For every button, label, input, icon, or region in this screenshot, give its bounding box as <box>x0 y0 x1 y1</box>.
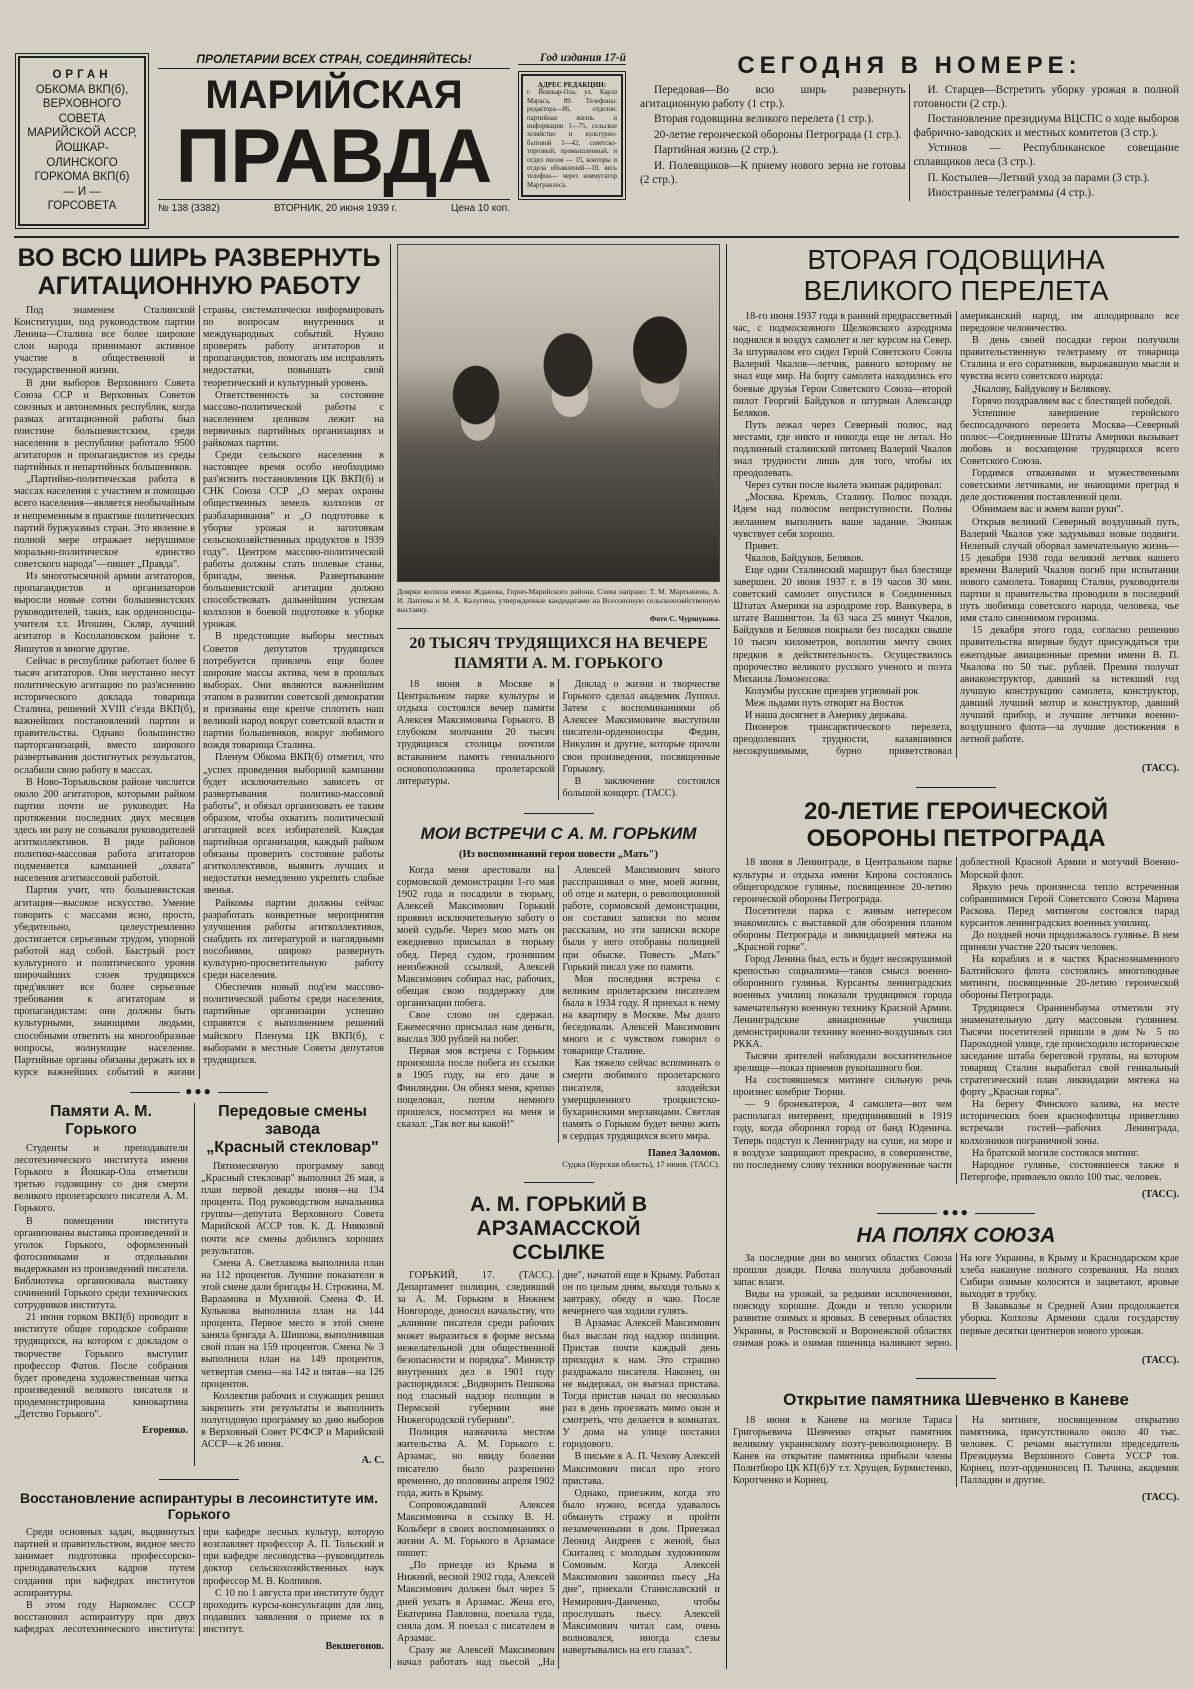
paragraph: Меж льдами путь отворят на Восток <box>745 697 904 709</box>
paragraph: Сопровождавший Алексея Максимовича в ссылку В. Н. Кольберг в своих воспоминаниях о жизни А. М. Горького в Арзамасе пишет: <box>397 1499 555 1560</box>
glassworks-article <box>194 1103 384 1466</box>
paragraph: Город Ленина был, есть и будет несокрушимой крепостью социализма—таков смысл военно-оборонного гулянья. Курсанты ленинградских военных училищ показали трудящимся города замечательную военную технику Красной Армии. Ленинградские авиационные училища демонстрировали технику военно-воздушных сил РККА. <box>733 954 952 1050</box>
lead-headline-line: АГИТАЦИОННУЮ РАБОТУ <box>37 271 361 300</box>
petrograd-signature: (ТАСС). <box>1141 1188 1179 1200</box>
photo-caption <box>397 587 720 623</box>
contents-item: Постановление президиума ВЦСПС о ходе выборов фабрично-заводских и местных комитетов (3 стр.). <box>913 113 1180 139</box>
paragraph: Гордимся отважными и мужественными советскими летчиками, не знающими преград в деле достижения поставленной цели. <box>960 468 1179 504</box>
dateline <box>158 199 510 214</box>
ornament-divider <box>14 1084 384 1098</box>
divider <box>397 628 720 629</box>
glassworks-signature: А. С. <box>361 1455 384 1467</box>
paragraph: 18 июня в Ленинграде, в Центральном парке культуры и отдыха имени Кирова состоялось общегородское гулянье, посвященное 20-летию героической обороны Петрограда. <box>733 857 952 905</box>
petrograd-body <box>733 857 1179 1184</box>
flight-headline-line: ВТОРАЯ ГОДОВЩИНА <box>807 243 1105 275</box>
shevchenko-headline: Открытие памятника Шевченко в Каневе <box>783 1389 1129 1409</box>
glassworks-headline <box>201 1103 384 1157</box>
paragraph: Партия учит, что большевистская агитация—высокое искусство. Умение говорить с массами ясно, просто, убедительно, целеустремленно достигается серьезным трудом, упорной работой над собой. Быстрый рост культурного и политического уровня широчайших слоев трудящихся пред'являет все более серьезные требования к агитаторам и пропагандистам: они должны быть культурными, знающими людьми, способными ответить на многообразные вопросы, волнующие население. Партийные органы обязаны держать их в курсе важнейших событий в жизни страны, систематически информировать по вопросам внутренних и международных событий. Нужно проверять работу агитаторов и пропагандистов, помогать им исправлять недостатки, повышать свой теоретический и культурный уровень. <box>14 304 384 1078</box>
left-section <box>14 244 390 1669</box>
paragraph: На берегу Финского залива, на месте исторических боев краснофлотцы приветливо встречали гостей—рабочих Ленинграда, колхозников пограничной зоны. <box>960 1099 1179 1147</box>
ornament-dots: ●●● <box>942 1204 970 1219</box>
lead-headline <box>14 244 384 300</box>
title-block <box>158 52 510 230</box>
year-of-publication: Год издания 17-й <box>518 52 626 65</box>
paragraph: Однако, приезжим, когда это было нужно, всегда удавалось обмануть стражу и пройти незамеченными в дом. Приезжал Леонид Андреев с женой, был Скиталец с молодым художником Сомовым. Когда Алексей Максимович закончил пьесу „На дне", приехали Станиславский и Немирович-Данченко, чтобы прослушать пьесу. Алексей Максимович читал сам, очень волновался, иногда слезы навертывались на его глазах". <box>562 1487 720 1656</box>
paragraph: В письме к А. П. Чехову Алексей Максимович писал про этого пристава. <box>562 1451 720 1487</box>
gorky-memory-article <box>14 1103 194 1466</box>
evening-headline-line: ПАМЯТИ А. М. ГОРЬКОГО <box>454 654 663 672</box>
lead-article-body <box>14 305 384 1079</box>
paragraph: На братской могиле состоялся митинг. <box>972 1147 1139 1159</box>
evening-headline <box>397 634 720 674</box>
paragraph: На кораблях и в частях Краснознаменного Балтийского флота состоялись многолюдные митинги, посвященные 20-летию героической обороны Петрограда. <box>960 954 1179 1002</box>
paragraph: 15 декабря этого года, согласно решению правительства впервые будут присуждаться три ежегодные авиационные премии имени В. П. Чкалова по 50 тыс. рублей. Премии получат авиаконструктор, давший за истекший год лучшую конструкцию самолета, конструктор, давший лучший мотор и конструктор, давший лучший прибор, и лучшие летчики военно-воздушного флота—за лучшие достижения в летной работе. <box>960 625 1179 746</box>
paragraph: Яркую речь произнесла тепло встреченная собравшимися Герой Советского Союза Марина Раскова. Перед митингом состоялся парад курсантов ленинградских военных училищ. <box>960 881 1179 929</box>
paragraph: Горячо поздравляем вас с блестящей победой. <box>972 395 1173 407</box>
arzamas-headline-line: А. М. ГОРЬКИЙ В АРЗАМАССКОЙ <box>469 1193 648 1241</box>
paragraph: Коллектив рабочих и служащих решил закрепить эти результаты и выполнить полугодовую программу ко дню выборов в Верховный Совет РСФСР и Марийской АССР—к 26 июня. <box>201 1390 384 1451</box>
paragraph: Как тяжело сейчас вспоминать о смерти любимого пролетарского писателя, злодейски умерщвленного троцкистско-бухаринскими мерзавцами. Светлая память о Горьком будет вечно жить в сердцах трудящихся всего мира. <box>562 1058 720 1142</box>
contents-item: Иностранные телеграммы (4 стр.). <box>927 187 1094 200</box>
paragraph: За последние дни во многих областях Союза прошли дожди. Почва получила добавочный запас влаги. <box>733 1252 952 1289</box>
short-news-row <box>14 1103 384 1466</box>
contents-item: И. Полевщиков—К приему нового зерна не готовы (2 стр.). <box>640 159 906 186</box>
issue-number: № 138 (3382) <box>158 203 220 214</box>
paragraph: В дни выборов Верховного Совета Союза ССР и Верховных Советов союзных и автономных республик, когда размах агитационной работы был поистине большевистским, среди населения в республике работало 9500 агитаторов и пропагандистов из среды партийных и непартийных большевиков. <box>14 377 195 474</box>
paragraph: Привет. <box>745 540 779 552</box>
paragraph: Моя последняя встреча с великим пролетарским писателем была в 1934 году. Я приехал к нему на квартиру в Москве. Мы долго беседовали. Алексей Максимович много и с чувством говорил о товарище Сталине. <box>562 973 720 1058</box>
contents-item: И. Старцев—Встретить уборку урожая в полной готовности (2 стр.). <box>913 84 1179 110</box>
paragraph: В помещении института организованы выставка произведений и уголок Горького, оформленный фотоснимками и отдельными выдержками из произведений писателя. Библиотека организовала выставку сочинений Горького среди технических сотрудников института. <box>14 1215 188 1312</box>
paragraph: 21 июня горком ВКП(б) проводит в институте общее городское собрание трудящихся, на котором с докладом о творчестве Горького выступит профессор Фатов. После собрания будет проведена художественная читка произведений великого писателя и продемонстрирована кинокартина „Детство Горького". <box>14 1312 188 1420</box>
paragraph: „По приезде из Крыма в Нижний, весной 1902 года, Алексей Максимович должен был через 5 дней уехать в Арзамас. Жена его, Екатерина Павловна, поехала туда, сняла дом. Я поехал с писателем в Арзамас. <box>397 1560 555 1644</box>
divider <box>733 779 1179 793</box>
fields-headline: НА ПОЛЯХ СОЮЗА <box>856 1223 1056 1247</box>
paragraph: Из многотысячной армии агитаторов, пропагандистов и организаторов выросли новые сотни большевистских руководителей, таких, как орденоносцы-учителя т.т. Игошин, Скляр, лучший агитатор в Косолаповском районе т. Яншутов и многие другие. <box>14 571 195 655</box>
gorky-memory-signature: Егоренко. <box>142 1425 188 1437</box>
paragraph: — 9 бронекатеров, 4 самолета—вот чем располагал интервент, предпринявший в 1919 году, когда оборонял город от банд Юденича. Теперь подступ к Ленинграду на суше, на море и в воздухе защищают прекрасно, в совершенстве, по последнему слову техники вооруженные части доблестной Красной Армии и могучий Военно-Морской флот. <box>733 857 1179 1171</box>
paragraph: „Партийно-политическая работа в массах населения с участием и помощью всего населения—является необычайным и непременным в практике политических партий буржуазных стран. Это явление в полной мере отражает нерушимое морально-политическое единство советского народа"—пишет „Правда". <box>14 474 195 570</box>
paragraph: Успешное завершение геройского беспосадочного перелета Москва—Северный полюс—Соединенные Штаты Америки вызывает любовь и восхищение трудящихся всего Советского Союза. <box>960 407 1179 468</box>
contents-item: Устинов — Республиканское совещание сплавщиков леса (3 стр.). <box>913 142 1179 168</box>
address-text: г. Йошкар-Ола, ул. Карла Маркса, 89. Телефоны: редактора—86, отделов: партийная жизнь и информации 1—75, сельское хозяйство и культурно-бытовой 1—42, советско-торговый, промышленный, и отдел писем — 15, конторы и отдела объявлений—10, весь телефон— через коммутатор Маргранлеса. <box>527 89 617 189</box>
paragraph: В день своей посадки герои получили правительственную телеграмму от товарища Сталина и его соратников, выражавшую мысли и чувства всего советского народа: <box>960 335 1179 383</box>
paragraph: Виды на урожай, за редкими исключениями, повсюду хорошие. Дожди и тепло ускорили развитие озимых и яровых. В северных областях Украины, в Ростовской и Воронежской областях озимая рожь и озимая пшеница наливают зерно. На юге Украины, в Крыму и Краснодарском крае хлеба накануне полного созревания. На полях Сибири озимые колосятся и зацветают, яровые выходят в трубку. <box>733 1252 1179 1349</box>
aspirantura-signature: Векшегонов. <box>325 1641 384 1653</box>
glassworks-headline-line: Передовые смены завода <box>218 1102 367 1138</box>
paragraph: В заключение состоялся большой концерт. (ТАСС). <box>562 775 720 799</box>
contents-item: Передовая—Во всю ширь развернуть агитационную работу (1 стр.). <box>640 84 906 110</box>
evening-headline-line: 20 ТЫСЯЧ ТРУДЯЩИХСЯ НА ВЕЧЕРЕ <box>409 634 708 652</box>
paragraph: Посетители парка с живым интересом знакомились с выставкой для обозрения планом обороны Петрограда и ликвидацией мятежа на „Красной горке". <box>733 905 952 954</box>
publisher-box <box>18 56 146 226</box>
paragraph: До поздней ночи продолжалось гулянье. В нем приняли участие 220 тысяч человек. <box>960 929 1179 954</box>
paragraph: Сразу же Алексей Максимович начал работать над пьесой „На дне", начатой еще в Крыму. Работал он по целым дням, выходя только к завтраку, обеду и чаю. После вечернего чая ходили гулять. <box>397 1270 720 1669</box>
newspaper-title-top: МАРИЙСКАЯ <box>205 73 463 117</box>
lead-headline-line: ВО ВСЮ ШИРЬ РАЗВЕРНУТЬ <box>17 243 381 272</box>
flight-headline-line: ВЕЛИКОГО ПЕРЕЛЕТА <box>803 274 1109 306</box>
publisher-line: СОВЕТА <box>58 112 106 125</box>
paragraph: Смена А. Светлакова выполнила план на 112 процентов. Лучшие показатели в этой смене дали бригады Н. Строкина, М. Варламова и Мухиной. Смена Ф. И. Кулькова выполнила план на 144 процента. Первое место в этой смене заняла бригада А. Шишова, выполнившая свой план на 159 процентов. Смена № 3 выполнила план на 149 процентов, четвертая смена—на 142 и пятая—на 126 процентов. <box>201 1257 384 1390</box>
paragraph: Студенты и преподаватели лесотехнического института имени Горького в Йошкар-Ола отметили третью годовщину со дня смерти великого пролетарского писателя А. М. Горького. <box>14 1142 188 1215</box>
flight-headline <box>733 244 1179 306</box>
meetings-signature <box>397 1148 720 1169</box>
meetings-headline: МОИ ВСТРЕЧИ С А. М. ГОРЬКИМ <box>420 823 697 843</box>
paragraph: Свое слово он сдержал. Ежемесячно присылал нам деньги, выслал 300 рублей на побег. <box>397 1010 555 1046</box>
petrograd-headline <box>733 798 1179 852</box>
address-title: АДРЕС РЕДАКЦИИ: <box>537 81 607 89</box>
gorky-memory-headline: Памяти А. М. Горького <box>50 1102 152 1138</box>
shevchenko-signature: (ТАСС). <box>1141 1492 1179 1504</box>
contents-item: Партийная жизнь (2 стр.). <box>654 144 779 157</box>
publisher-line: ЙОШКАР-ОЛИНСКОГО <box>46 141 118 169</box>
paragraph: В Ново-Торъяльском районе числится около 200 агитаторов, которыми райком партии почти не руководит. На протяжении последних двух месяцев здесь ни разу не созывали руководителей агитколлективов. В ряде районов политико-массовая работа агитаторов подменяется кампанией „охвата" населения агитмассовой работой. <box>14 776 195 885</box>
aspirantura-body <box>14 1527 384 1636</box>
masthead-rule <box>14 236 1179 238</box>
paragraph: На состоявшемся митинге сильную речь произнес комбриг Тюрин. <box>733 1075 952 1099</box>
middle-section <box>390 244 726 1669</box>
paragraph: Алексей Максимович много расспрашивал о мне, моей жизни, об отце и матери, о революционной работе, сормовской демонстрации, он составил записки по моим рассказам, но эти записки вскоре были у него отобраны полицией при обыске. Повесть „Мать" Горький писал уже по памяти. <box>562 864 720 973</box>
arzamas-body <box>397 1270 720 1669</box>
price: Цена 10 коп. <box>451 203 510 214</box>
photo-milkmaids <box>397 244 720 582</box>
paragraph: „Чкалову, Байдукову и Белякову. <box>972 383 1111 395</box>
paragraph: Пленум Обкома ВКП(б) отметил, что „успех проведения выборной кампании будет исключительно зависеть от развертывания политико-массовой работы", и обязал организовать ее таким образом, чтобы охватить политической агитацией всех избирателей. Каждая партийная организация, каждый райком обязаны проверить состояние работы агитколлективов, выявить лучших и недостатки немедленно укрепить слабые звенья. <box>203 752 384 897</box>
paragraph: Чкалов, Байдуков, Беляков. <box>745 552 864 564</box>
paragraph: 18-го июня 1937 года в ранний предрассветный час, с подмосковного Щелковского аэродрома поднялся в воздух самолет и лег курсом на Север. За штурвалом его сидел Герой Советского Союза Валерий Чкалов—летчик, равного которому не знал еще мир. На борту самолета находились его боевые друзья Герои Советского Союза—второй пилот Георгий Байдуков и штурман Александр Беляков. <box>733 310 952 419</box>
arzamas-headline-line: ССЫЛКЕ <box>512 1241 605 1265</box>
divider <box>397 1174 720 1188</box>
paragraph: В Арзамас Алексей Максимович был выслан под надзор полиции. Пристав почти каждый день приходил к нам. Это страшно раздражало писателя. Наконец, он не выдержал, он выгнал пристава. Тогда пристав начал по несколько раз в день проезжать мимо окон и смотреть, что делается в комнатах. У дома на улице поставил городового. <box>562 1318 720 1451</box>
evening-body <box>397 679 720 800</box>
paragraph: ГОРЬКИЙ, 17. (ТАСС). Департамент полиции, следивший за А. М. Горьким в Нижнем Новгороде, доносил начальству, что „влияние писателя среди рабочих может выразиться в форме весьма нежелательной для общественной безопасности и порядка". Министр внутренних дел в 1901 году распорядился: „Водворить Пешкова под гласный надзор полиции в Пермской губернии вне Нижегородской губернии". <box>397 1270 555 1427</box>
meetings-subheadline: (Из воспоминаний героя повести „Мать") <box>458 848 659 860</box>
fields-body <box>733 1253 1179 1350</box>
contents-list <box>640 84 1179 201</box>
divider <box>14 1471 384 1485</box>
paragraph: Пионеров трансарктического перелета, преодолевших трудности, казавшимися несокрушимыми, бурно приветствовал американский народ, им аплодировало все передовое человечество. <box>733 310 1179 758</box>
paragraph: Через сутки после вылета экипаж радировал: <box>745 480 942 492</box>
paragraph: Путь лежал через Северный полюс, над местами, где никто и никогда еще не летал. Но подлинный сталинский питомец Валерий Чкалов знал трудности лишь для того, чтобы их преодолевать. <box>733 419 952 480</box>
gorky-memory-body <box>14 1143 188 1421</box>
paragraph: Сейчас в республике работает более 6 тысяч агитаторов. Они неустанно несут политическую агитацию по раз'яснению исторического доклада товарища Сталина, решений XVIII с'езда ВКП(б), важнейших постановлений партии и правительства. Однако большинство парторганизаций, вместо широкого развертывания достигнутых результатов, ослабили свою работу в массах. <box>14 655 195 776</box>
divider <box>733 1371 1179 1385</box>
ornament-dots: ●●● <box>185 1083 213 1098</box>
paragraph: В предстоящие выборы местных Советов депутатов трудящихся потребуется привлечь еще более широкие массы актива, чем в прошлых выборах. Они являются важнейшим этапом в развитии советской демократии и призваны еще крепче сплотить наш великий народ вокруг советской власти и партии большевиков, вокруг любимого вождя товарища Сталина. <box>203 631 384 752</box>
aspirantura-headline: Восстановление аспирантуры в лесоинституте им. Горького <box>20 1490 378 1523</box>
issue-date: ВТОРНИК, 20 июня 1939 г. <box>274 203 397 214</box>
paragraph: Колумбы русские презрев угрюмый рок <box>745 685 919 697</box>
address-column <box>518 52 626 230</box>
paragraph: Обеспечив новый под'ем массово-политической работы среди населения, партийные организации успешно справятся с выполнением решений майского Пленума ЦК ВКП(б), с выборами в местные Советы депутатов трудящихся. <box>203 982 384 1066</box>
publisher-line: ОРГАН <box>52 69 112 81</box>
paragraph: 18 июня в Каневе на могиле Тараса Григорьевича Шевченко открыт памятник великому украинскому поэту-революционеру. В Канев на открытие памятника прибыли члены Политбюро ЦК КП(б)У т.т. Хрущев, Бурмистенко, Коротченко и Корнец. <box>733 1414 952 1487</box>
page-body <box>14 244 1179 1669</box>
paragraph: Когда меня арестовали на сормовской демонстрации 1-го мая 1902 года и посадили в тюрьму, Алексей Максимович Горький проявил исключительную заботу о моей судьбе. Через мою мать он ежедневно присылал в тюрьму обед. Перед судом, грозившим неизбежной ссылкой, Алексей Максимович собирал нас, рабочих, обещая свою поддержку для организации побега. <box>397 864 555 1009</box>
photo-credit: Фото С. Чуршукова. <box>649 613 720 623</box>
paragraph: Трудящиеся Ораниенбаума отметили эту знаменательную дату массовым гулянием. Тысячи посетителей пришли в дом № 5 по Пароходной улице, где происходило историческое заседание штаба береговой группы, на котором товарищ Сталин выработал свой гениальный стратегический план ликвидации мятежа на форту „Красная горка". <box>960 1002 1179 1099</box>
fields-signature: (ТАСС). <box>1141 1354 1179 1366</box>
publisher-line: ГОРКОМА ВКП(б) <box>34 171 130 184</box>
paragraph: Райкомы партии должны сейчас разработать конкретные мероприятия улучшения работы агитколлективов, снабдить их литературой и наглядными пособиями, широко развернуть культурно-просветительную работу среди населения. <box>203 897 384 982</box>
paragraph: Еще один Сталинский маршрут был блестяще завершен. 20 июня 1937 г. в 19 часов 30 мин. советский самолет опустился в Соединенных Штатах Америки на аэродроме гор. Ванкувера, в штате Вашингтон. За 63 часа 25 минут Чкалов, Байдуков и Беляков покрыли без посадки свыше 10 тысяч километров, воплотив мечту своих предков в действительность. Осуществилось пророчество великого русского ученого и поэта Михаила Ломоносова: <box>733 564 952 685</box>
publisher-line: ГОРСОВЕТА <box>47 200 117 213</box>
paragraph: Народное гулянье, состоявшееся также в Петергофе, привлекло около 100 тыс. человек. <box>960 1159 1179 1183</box>
paragraph: Под знаменем Сталинской Конституции, под руководством партии Ленина—Сталина все более широкие слои народа принимают активное участие в общественной и государственной жизни. <box>14 304 195 377</box>
paragraph: В этом году Наркомлес СССР восстановил аспирантуру при двух кафедрах лесотехнического института: при кафедре лесных культур, которую возглавляет профессор А. П. Тольский и при кафедре лесоводства—руководитель доктор сельскохозяйственных наук профессор М. В. Колпиков. <box>14 1527 384 1635</box>
paragraph: Открыв великий Северный воздушный путь, Валерий Чкалов уже задумывал новые подвиги. Нелепый случай оборвал замечательную жизнь—15 декабря 1938 года великий летчик нашего времени Валерий Чкалов погиб при испытании нового самолета. Товарищ Сталин, руководители партии и правительства проводили в последний путь любимца советского народа, человека, чье имя стало синонимом героизма. <box>960 516 1179 625</box>
contents-item: Вторая годовщина великого перелета (1 стр.). <box>654 113 874 126</box>
paragraph: Обнимаем вас и жмем ваши руки". <box>972 504 1124 516</box>
contents-title: СЕГОДНЯ В НОМЕРЕ: <box>737 52 1082 79</box>
publisher-line: — И — <box>63 185 101 198</box>
paragraph: Ответственность за состояние массово-политической работы с населением целиком лежит на первичных партийных организациях и райкомах партии. <box>203 389 384 449</box>
publisher-line: ВЕРХОВНОГО <box>42 98 122 111</box>
paragraph: С 10 по 1 августа при институте будут проходить курсы-консультации для лиц, подавших заявления о приеме их в институт. <box>203 1587 384 1635</box>
contents-item: П. Костылев—Летний уход за парами (3 стр.). <box>927 171 1150 184</box>
petrograd-headline-line: 20-ЛЕТИЕ ГЕРОИЧЕСКОЙ <box>803 798 1109 826</box>
paragraph: Первая моя встреча с Горьким произошла после побега из ссылки в 1905 году, на его даче в Финляндии. Он обнял меня, крепко поцеловал, потом немного прошелся, посмотрел на меня и сказал: „Так вот вы какой!" <box>397 1046 555 1130</box>
publisher-line: МАРИЙСКОЙ АССР, <box>27 127 137 140</box>
caption-text: Доярки колхоза имени Жданова, Горно-Марийского района. Слева направо: Т. М. Мартьянова, А. И. Лаптева и М. А. Калугина, утвержденные кандидатами на Всесоюзную сельскохозяйственную выставку. <box>397 586 720 614</box>
glassworks-headline-line: „Красный стекловар" <box>206 1138 379 1156</box>
paragraph: Пятимесячную программу завод „Красный стекловар" выполнил 26 мая, а план первой декады июня—на 134 процента. Под руководством начальника группы—депутата Верховного Совета Марийской АССР тов. К. Д. Нияковой почти все смены добились хороших результатов. <box>201 1160 384 1257</box>
ornament-divider <box>733 1205 1179 1219</box>
author-name: Павел Заломов. <box>647 1148 720 1160</box>
paragraph: 18 июня в Москве в Центральном парке культуры и отдыха состоялся вечер памяти Алексея Максимовича Горького. В глубоком молчании 20 тысяч трудящихся столицы почтили вставанием память гениального основоположника пролетарской литературы. <box>397 678 555 787</box>
author-dateline: Суджа (Курская область), 17 июня. (ТАСС). <box>562 1159 720 1170</box>
paragraph: Полиция назначила местом жительства А. М. Горького г. Арзамас, но ввиду болезни писателю было разрешено временно, до половины апреля 1902 года, жить в Крыму. <box>397 1427 555 1499</box>
newspaper-title-main: ПРАВДА <box>175 114 493 199</box>
glassworks-body <box>201 1161 384 1451</box>
meetings-body <box>397 865 720 1143</box>
paragraph: И наша досягнет в Америку держава. <box>745 710 908 722</box>
paragraph: Среди основных задач, выдвинутых партией и правительством, видное место занимает подготовка профессорско-преподавательских кадров путем создания при кафедрах институтов аспирантуры. <box>14 1527 195 1599</box>
paragraph: Среди сельского населения в настоящее время особо необходимо раз'яснить постановления ЦК ВКП(б) и СНК Союза ССР „О мерах охраны общественных земель колхозов от разбазаривания" и „О подготовке к уборке урожая и заготовкам сельскохозяйственных продуктов в 1939 году". Центром массово-политической работы должны стать полевые станы, бригады, звенья. Развертывание большевистской агитации должно способствовать дальнейшим успехам колхозов в боевой подготовке к уборке урожая. <box>203 450 384 631</box>
paragraph: Тысячи зрителей наблюдали восхитительное зрелище—показ приемов рукопашного боя. <box>733 1050 952 1074</box>
right-section <box>726 244 1179 1669</box>
arzamas-headline <box>397 1193 720 1265</box>
paragraph: В Закавказье и Средней Азии продолжается уборка. Колхозы Армении сдали государству первые десятки центнеров нового урожая. <box>960 1301 1179 1337</box>
paragraph: „Москва. Кремль, Сталину. Полюс позади. Идем над полюсом неприступности. Полны желанием выполнить ваше задание. Экипаж чувствует себя хорошо. <box>733 492 952 540</box>
masthead <box>14 52 1179 230</box>
contents-block <box>634 52 1179 230</box>
petrograd-headline-line: ОБОРОНЫ ПЕТРОГРАДА <box>806 825 1106 853</box>
flight-signature: (ТАСС). <box>1141 763 1179 775</box>
divider <box>397 805 720 819</box>
contents-item: 20-летие героической обороны Петрограда (1 стр.). <box>654 128 902 141</box>
paragraph: На митинге, посвященном открытию памятника, присутствовало около 40 тыс. человек. С речами выступили председатель Президиума Верховного Совета УССР тов. Корнец, поэт-орденоносец П. Тычина, академик Палладин и другие. <box>960 1414 1179 1487</box>
paragraph: Доклад о жизни и творчестве Горького сделал академик Луппол. Затем с воспоминаниями об Алексее Максимовиче выступили писатели-орденоносцы Федин, Никулин и другие, которые прочли свои произведения, посвященные Горькому. <box>562 678 720 775</box>
publisher-line: ОБКОМА ВКП(б), <box>35 83 129 96</box>
editorial-address <box>521 74 623 197</box>
flight-body <box>733 311 1179 758</box>
slogan: ПРОЛЕТАРИИ ВСЕХ СТРАН, СОЕДИНЯЙТЕСЬ! <box>158 52 510 69</box>
shevchenko-body <box>733 1415 1179 1488</box>
